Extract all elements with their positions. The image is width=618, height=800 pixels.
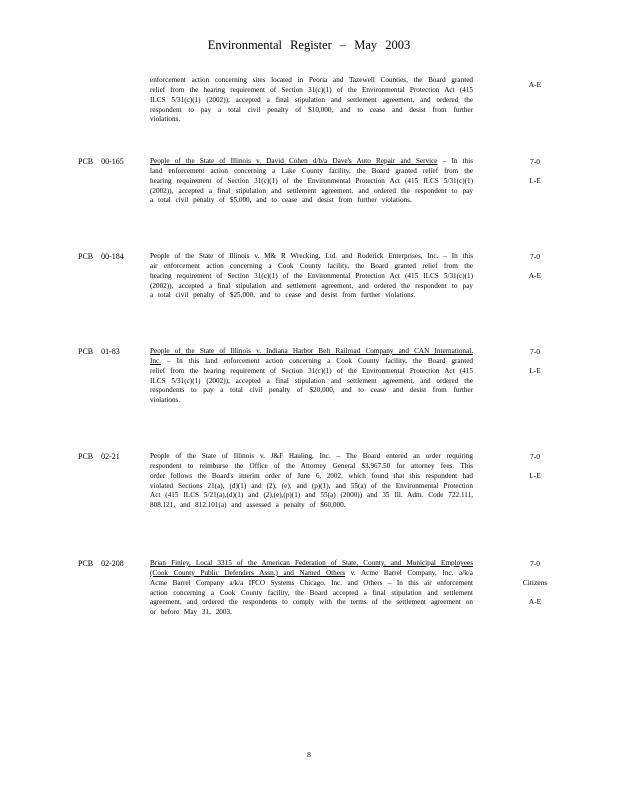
page-title: Environmental Register – May 2003 [207, 38, 411, 52]
case-caption: People of the State of Illinois v. Indiana Harbor Belt Railroad Company and CAN International, Inc. [150, 347, 473, 365]
entry-body: – In this land enforcement action concerning a Cook County facility, the Board granted relief from the hearing requirement of Section 31(c)(1) of the Environmental Protection Act (415 ILCS 5/31(c)(1) (2002)), accepted a final stipulation and settlement agreement, and ordered the respondents to pay a total civil penalty of $20,000, and to cease and desist from further violations. [150, 356, 473, 405]
entry-codes [510, 80, 560, 99]
entry-description [150, 559, 473, 618]
case-caption: Brian Finley, Local 3315 of the American Federation of State, County, and Municipal Employees (Cook County Public Defenders Assn.) and Named Others [150, 559, 473, 577]
vote-count: 7-0 [530, 559, 540, 568]
entry-body: v. Acme Barrel Company, Inc. a/k/a Acme Barrel Company a/k/a IFCO Systems Chicago, Inc. and Others – In this air enforcement action concerning a Cook County facility, the Board accepted a final stipulation and settlement agreement, and ordered the respondents to comply with the terms of the settlement agreement on or before May 31, 2003. [150, 568, 473, 617]
docket-number: PCB 01-83 [78, 347, 120, 356]
docket-number: PCB 02-208 [78, 559, 124, 568]
entry-description [150, 452, 473, 511]
docket-number: PCB 00-165 [78, 157, 124, 166]
entry-description [150, 76, 473, 125]
entry-body: enforcement action concerning sites located in Peoria and Tazewell Counties, the Board granted relief from the hearing requirement of Section 31(c)(1) of the Environmental Protection Act (415 ILCS 5/31(c)(1) (2002)), accepted a final stipulation and settlement agreement, and ordered the respondent to pay a total civil penalty of $10,000, and to cease and desist from further violations. [150, 76, 473, 124]
entry-body: – In this land enforcement action concerning a Lake County facility, the Board granted relief from the hearing requirement of Section 31(c)(1) of the Environmental Protection Act (415 ILCS 5/31(c)(1) (2002)), accepted a final stipulation and settlement agreement, and ordered the respondent to pay a total civil penalty of $5,000, and to cease and desist from further violations. [150, 157, 473, 205]
entry-codes [510, 559, 560, 616]
vote-count: 7-0 [530, 347, 540, 356]
vote-count: 7-0 [530, 252, 540, 261]
vote-count: 7-0 [530, 452, 540, 461]
entry-description [150, 347, 473, 406]
entry-codes [510, 252, 560, 290]
entry-code: A-E [528, 80, 542, 89]
vote-count: 7-0 [530, 157, 540, 166]
entry-codes [510, 452, 560, 490]
entry-code: L-E [529, 366, 541, 375]
case-caption: People of the State of Illinois v. David Cohen d/b/a Dave's Auto Repair and Service [150, 157, 438, 165]
entry-code: L-E [529, 471, 541, 480]
entry-code: A-E [528, 597, 542, 606]
entry-description [150, 157, 473, 206]
entry-body: People of the State of Illinois v. M& R Wrecking, Ltd. and Roderick Enterprises, Inc. – In this air enforcement action concerning a Cook County facility, the Board granted relief from the hearing requirement of Section 31(c)(1) of the Environmental Protection Act (415 ILCS 5/31(c)(1) (2002)), accepted a final stipulation and settlement agreement, and ordered the respondent to pay a total civil penalty of $25,000, and to cease and desist from further violations. [150, 252, 473, 300]
entry-code: A-E [528, 271, 542, 280]
entry-code: L-E [529, 176, 541, 185]
entry-codes [510, 157, 560, 195]
entry-codes [510, 347, 560, 385]
entry-body: People of the State of Illinois v. J&F Hauling, Inc. – The Board entered an order requiring respondent to reimburse the Office of the Attorney General $3,967.50 for attorney fees. This order follows the Board's interim order of June 6, 2002, which found that this respondent had violated Sections 21(a), (d)(1) and (2), (e), and (p)(1), and 55(a) of the Environmental Protection Act (415 ILCS 5/21(a),(d)(1) and (2),(e),(p)(1) and 55(a) (2000)) and 35 Ill. Adm. Code 722.111, 808.121, and 812.101(a) and assessed a penalty of $60,000. [150, 452, 473, 510]
docket-number: PCB 00-184 [78, 252, 124, 261]
docket-number: PCB 02-21 [78, 452, 120, 461]
page-number: 8 [307, 750, 311, 759]
entry-description [150, 252, 473, 301]
entry-code: Citizens [522, 578, 548, 587]
